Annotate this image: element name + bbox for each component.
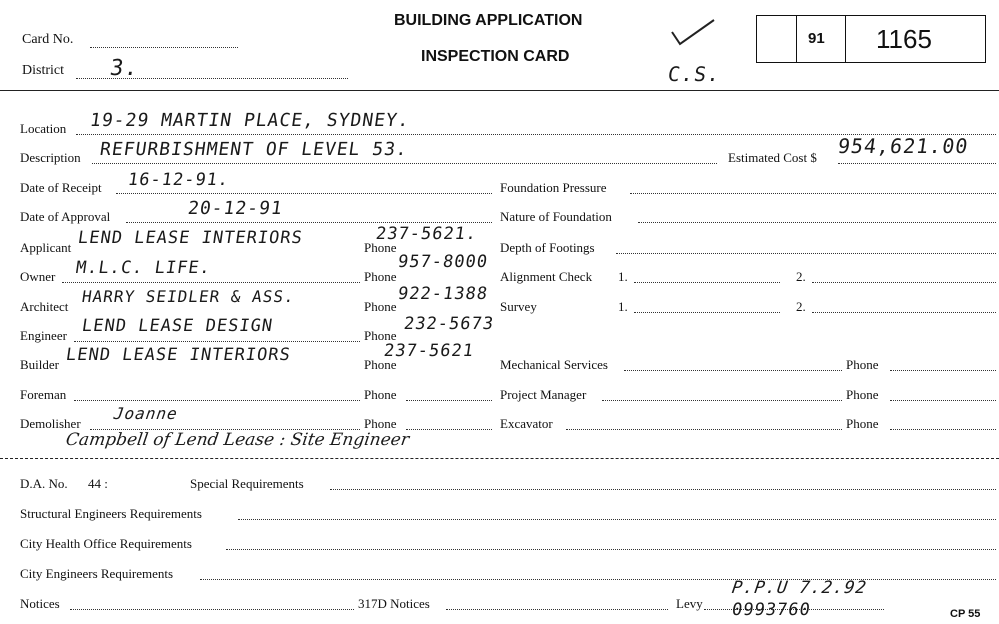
city-engineers-label: City Engineers Requirements bbox=[20, 566, 174, 581]
structural-requirements-label: Structural Engineers Requirements bbox=[20, 506, 202, 521]
applicant-label: Applicant bbox=[20, 240, 72, 255]
owner-value: M.L.C. LIFE. bbox=[74, 258, 213, 278]
owner-label: Owner bbox=[20, 269, 56, 284]
description-label: Description bbox=[20, 150, 81, 165]
estimated-cost-field[interactable] bbox=[838, 163, 996, 164]
survey-1-field[interactable] bbox=[634, 312, 780, 313]
structural-requirements-field[interactable] bbox=[238, 519, 996, 520]
alignment-check-2-field[interactable] bbox=[812, 282, 996, 283]
foreman-field[interactable] bbox=[74, 400, 360, 401]
district-label: District bbox=[22, 63, 64, 78]
project-manager-phone-label: Phone bbox=[846, 387, 879, 402]
survey-1-label: 1. bbox=[618, 299, 628, 314]
levy-value: P.P.U 7.2.92 bbox=[730, 578, 869, 598]
builder-label: Builder bbox=[20, 357, 59, 372]
alignment-check-1-label: 1. bbox=[618, 269, 628, 284]
engineer-value: LEND LEASE DESIGN bbox=[80, 316, 275, 336]
builder-value: LEND LEASE INTERIORS bbox=[64, 345, 293, 365]
card-number-box bbox=[756, 15, 986, 63]
form-code: CP 55 bbox=[950, 608, 981, 620]
mechanical-label: Mechanical Services bbox=[500, 357, 608, 372]
district-value: 3. bbox=[108, 56, 141, 81]
estimated-cost-label: Estimated Cost $ bbox=[728, 150, 817, 165]
survey-2-field[interactable] bbox=[812, 312, 996, 313]
date-receipt-label: Date of Receipt bbox=[20, 180, 102, 195]
location-value: 19-29 MARTIN PLACE, SYDNEY. bbox=[88, 110, 412, 131]
applicant-value: LEND LEASE INTERIORS bbox=[76, 228, 305, 248]
alignment-check-label: Alignment Check bbox=[500, 269, 593, 284]
inspector-initials: C.S. bbox=[666, 62, 722, 86]
form-title-line1: BUILDING APPLICATION bbox=[394, 12, 583, 29]
nature-foundation-label: Nature of Foundation bbox=[500, 209, 612, 224]
nature-foundation-field[interactable] bbox=[638, 222, 996, 223]
demolisher-value: Joanne bbox=[112, 404, 180, 423]
excavator-field[interactable] bbox=[566, 429, 842, 430]
survey-2-label: 2. bbox=[796, 299, 806, 314]
city-engineers-field[interactable] bbox=[200, 579, 996, 580]
excavator-phone-label: Phone bbox=[846, 416, 879, 431]
form-title-line2: INSPECTION CARD bbox=[421, 48, 570, 65]
lower-divider bbox=[0, 458, 999, 459]
date-approval-field[interactable] bbox=[126, 222, 492, 223]
builder-phone-value: 237-5621 bbox=[382, 341, 476, 361]
alignment-check-2-label: 2. bbox=[796, 269, 806, 284]
levy-label: Levy bbox=[676, 596, 703, 611]
location-label: Location bbox=[20, 121, 67, 136]
mechanical-field[interactable] bbox=[624, 370, 842, 371]
project-manager-field[interactable] bbox=[602, 400, 842, 401]
checkmark-icon bbox=[668, 12, 718, 48]
notices-317d-field[interactable] bbox=[446, 609, 668, 610]
depth-footings-label: Depth of Footings bbox=[500, 240, 595, 255]
notices-field[interactable] bbox=[70, 609, 354, 610]
applicant-phone-value: 237-5621. bbox=[374, 224, 479, 244]
foreman-phone-field[interactable] bbox=[406, 400, 492, 401]
mechanical-phone-field[interactable] bbox=[890, 370, 996, 371]
excavator-phone-field[interactable] bbox=[890, 429, 996, 430]
notices-317d-label: 317D Notices bbox=[358, 596, 430, 611]
excavator-label: Excavator bbox=[500, 416, 553, 431]
card-no-label: Card No. bbox=[22, 32, 74, 47]
alignment-check-1-field[interactable] bbox=[634, 282, 780, 283]
foreman-label: Foreman bbox=[20, 387, 67, 402]
architect-label: Architect bbox=[20, 299, 69, 314]
architect-phone-value: 922-1388 bbox=[396, 284, 490, 304]
owner-phone-value: 957-8000 bbox=[396, 252, 490, 272]
foundation-pressure-field[interactable] bbox=[630, 193, 996, 194]
card-number: 1165 bbox=[876, 24, 932, 54]
engineer-phone-value: 232-5673 bbox=[402, 314, 496, 334]
owner-phone-label: Phone bbox=[364, 269, 397, 284]
health-requirements-field[interactable] bbox=[226, 549, 996, 550]
description-value: REFURBISHMENT OF LEVEL 53. bbox=[98, 139, 410, 160]
description-field[interactable] bbox=[92, 163, 717, 164]
health-requirements-label: City Health Office Requirements bbox=[20, 536, 192, 551]
handwritten-note: Campbell of Lend Lease : Site Engineer bbox=[64, 430, 411, 450]
depth-footings-field[interactable] bbox=[616, 253, 996, 254]
card-code: 91 bbox=[808, 30, 825, 47]
date-receipt-field[interactable] bbox=[116, 193, 492, 194]
special-requirements-field[interactable] bbox=[330, 489, 996, 490]
da-no-value: 44 : bbox=[88, 476, 108, 491]
demolisher-phone-field[interactable] bbox=[406, 429, 492, 430]
project-manager-label: Project Manager bbox=[500, 387, 587, 402]
demolisher-label: Demolisher bbox=[20, 416, 81, 431]
survey-label: Survey bbox=[500, 299, 537, 314]
date-approval-value: 20-12-91 bbox=[186, 198, 285, 219]
date-receipt-value: 16-12-91. bbox=[126, 170, 231, 190]
demolisher-phone-label: Phone bbox=[364, 416, 397, 431]
notices-label: Notices bbox=[20, 596, 60, 611]
engineer-field[interactable] bbox=[74, 341, 360, 342]
project-manager-phone-field[interactable] bbox=[890, 400, 996, 401]
card-no-field[interactable] bbox=[90, 47, 238, 48]
header-divider bbox=[0, 90, 999, 91]
da-no-label: D.A. No. bbox=[20, 476, 68, 491]
estimated-cost-value: 954,621.00 bbox=[836, 134, 971, 158]
receipt-number: 0993760 bbox=[730, 600, 813, 620]
engineer-phone-label: Phone bbox=[364, 328, 397, 343]
builder-phone-label: Phone bbox=[364, 357, 397, 372]
engineer-label: Engineer bbox=[20, 328, 67, 343]
date-approval-label: Date of Approval bbox=[20, 209, 111, 224]
architect-value: HARRY SEIDLER & ASS. bbox=[80, 287, 296, 306]
applicant-phone-label: Phone bbox=[364, 240, 397, 255]
mechanical-phone-label: Phone bbox=[846, 357, 879, 372]
architect-phone-label: Phone bbox=[364, 299, 397, 314]
foundation-pressure-label: Foundation Pressure bbox=[500, 180, 607, 195]
special-requirements-label: Special Requirements bbox=[190, 476, 304, 491]
owner-field[interactable] bbox=[62, 282, 360, 283]
foreman-phone-label: Phone bbox=[364, 387, 397, 402]
